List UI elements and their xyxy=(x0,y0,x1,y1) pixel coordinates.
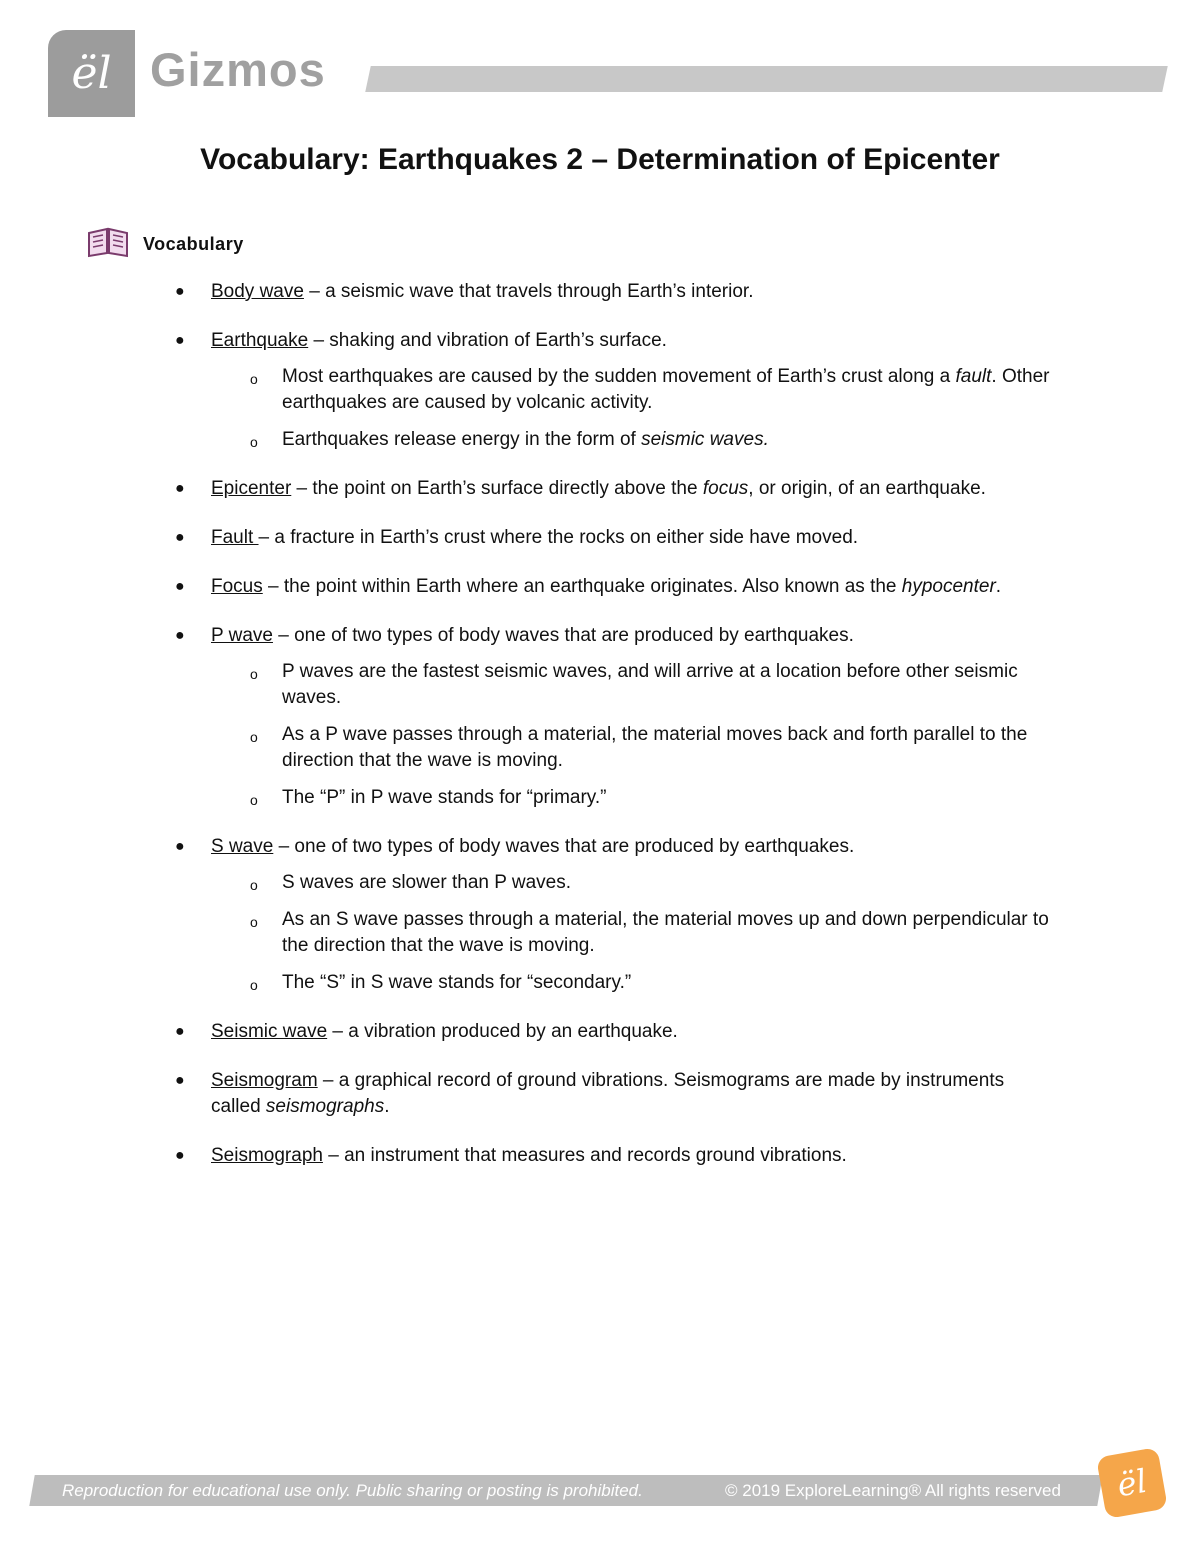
italic-term: seismic waves. xyxy=(641,429,769,450)
bullet-icon: ● xyxy=(175,1147,185,1164)
vocab-item xyxy=(0,328,1050,453)
circle-bullet-icon: o xyxy=(250,434,258,450)
vocab-item xyxy=(0,1068,1021,1120)
circle-bullet-icon: o xyxy=(250,877,258,893)
bullet-icon: ● xyxy=(175,1072,185,1089)
text-run: The “S” in S wave stands for “secondary.” xyxy=(282,972,632,993)
sub-item xyxy=(211,970,1052,996)
sub-item xyxy=(211,907,1052,959)
text-run: P waves are the fastest seismic waves, and will arrive at a location before other seismic waves. xyxy=(282,661,1018,708)
text-run: – shaking and vibration of Earth’s surface. xyxy=(308,330,667,351)
header-bar xyxy=(365,66,1168,92)
page-title: Vocabulary: Earthquakes 2 – Determination of Epicenter xyxy=(200,143,1000,176)
sub-item xyxy=(211,870,1052,896)
gizmos-logo-text: Gizmos xyxy=(150,43,326,96)
vocab-term: Focus xyxy=(211,576,263,597)
sub-item xyxy=(211,427,1052,453)
vocab-item xyxy=(0,623,1028,811)
text-run: As a P wave passes through a material, the material moves back and forth parallel to the direction that the wave is moving. xyxy=(282,724,1028,771)
text-run: – the point on Earth’s surface directly above the xyxy=(291,478,703,499)
text-run: , or origin, of an earthquake. xyxy=(748,478,986,499)
vocabulary-list xyxy=(0,279,1200,1192)
gizmos-logo-mark xyxy=(48,30,135,117)
text-run: . Other earthquakes are caused by volcanic activity. xyxy=(282,366,1050,413)
section-label: Vocabulary xyxy=(143,234,244,254)
sub-item xyxy=(211,722,1052,774)
vocab-term: Earthquake xyxy=(211,330,309,351)
section-heading xyxy=(86,226,244,263)
vocab-item xyxy=(0,834,1049,996)
bullet-icon: ● xyxy=(175,578,185,595)
vocab-item xyxy=(0,525,1021,551)
footer-notice: Reproduction for educational use only. Public sharing or posting is prohibited. xyxy=(62,1481,643,1500)
vocab-term: Fault xyxy=(211,527,259,548)
footer-copyright: © 2019 ExploreLearning® All rights reserved xyxy=(725,1481,1061,1500)
vocab-item xyxy=(0,574,1021,600)
bullet-icon: ● xyxy=(175,332,185,349)
vocab-term: Epicenter xyxy=(211,478,292,499)
text-run: – one of two types of body waves that are produced by earthquakes. xyxy=(273,836,855,857)
book-icon xyxy=(86,226,130,263)
bullet-icon: ● xyxy=(175,627,185,644)
bullet-icon: ● xyxy=(175,838,185,855)
sub-item xyxy=(211,785,1052,811)
sub-list xyxy=(211,364,1050,453)
sub-list xyxy=(211,870,1049,996)
text-run: S waves are slower than P waves. xyxy=(282,872,572,893)
text-run: – the point within Earth where an earthquake originates. Also known as the xyxy=(262,576,902,597)
text-run: – an instrument that measures and records ground vibrations. xyxy=(322,1145,847,1166)
vocab-term: Seismogram xyxy=(211,1070,318,1091)
italic-term: seismographs xyxy=(265,1096,385,1117)
sub-item xyxy=(211,364,1052,416)
logo-mark-text: ël xyxy=(71,48,112,99)
text-run: – a vibration produced by an earthquake. xyxy=(327,1021,678,1042)
vocab-item xyxy=(0,1019,1021,1045)
text-run: As an S wave passes through a material, the material moves up and down perpendicular to the direction that the wave is moving. xyxy=(282,909,1049,956)
vocab-term: Seismograph xyxy=(211,1145,323,1166)
vocab-item xyxy=(0,279,1021,305)
circle-bullet-icon: o xyxy=(250,914,258,930)
text-run: – a graphical record of ground vibrations. Seismograms are made by instruments called xyxy=(211,1070,1005,1117)
italic-term: hypocenter xyxy=(901,576,996,597)
text-run: – a fracture in Earth’s crust where the rocks on either side have moved. xyxy=(258,527,859,548)
bullet-icon: ● xyxy=(175,283,185,300)
text-run: – a seismic wave that travels through Earth’s interior. xyxy=(303,281,754,302)
bullet-icon: ● xyxy=(175,1023,185,1040)
text-run: Most earthquakes are caused by the sudden movement of Earth’s crust along a xyxy=(282,366,956,387)
vocab-term: P wave xyxy=(211,625,273,646)
explorelearning-badge xyxy=(1096,1447,1168,1519)
text-run: . xyxy=(384,1096,390,1117)
vocab-term: S wave xyxy=(211,836,274,857)
text-run: . xyxy=(995,576,1002,597)
text-run: The “P” in P wave stands for “primary.” xyxy=(282,787,607,808)
circle-bullet-icon: o xyxy=(250,792,258,808)
circle-bullet-icon: o xyxy=(250,977,258,993)
sub-list xyxy=(211,659,1028,811)
italic-term: focus xyxy=(702,478,749,499)
circle-bullet-icon: o xyxy=(250,666,258,682)
bullet-icon: ● xyxy=(175,529,185,546)
sub-item xyxy=(211,659,1052,711)
vocab-term: Body wave xyxy=(211,281,304,302)
vocab-item xyxy=(0,476,1021,502)
circle-bullet-icon: o xyxy=(250,729,258,745)
badge-mark-text: ël xyxy=(1114,1461,1150,1505)
italic-term: fault xyxy=(955,366,992,387)
text-run: Earthquakes release energy in the form of xyxy=(282,429,642,450)
text-run: – one of two types of body waves that are produced by earthquakes. xyxy=(272,625,854,646)
bullet-icon: ● xyxy=(175,480,185,497)
vocab-term: Seismic wave xyxy=(211,1021,328,1042)
vocab-item xyxy=(0,1143,1021,1169)
circle-bullet-icon: o xyxy=(250,371,258,387)
